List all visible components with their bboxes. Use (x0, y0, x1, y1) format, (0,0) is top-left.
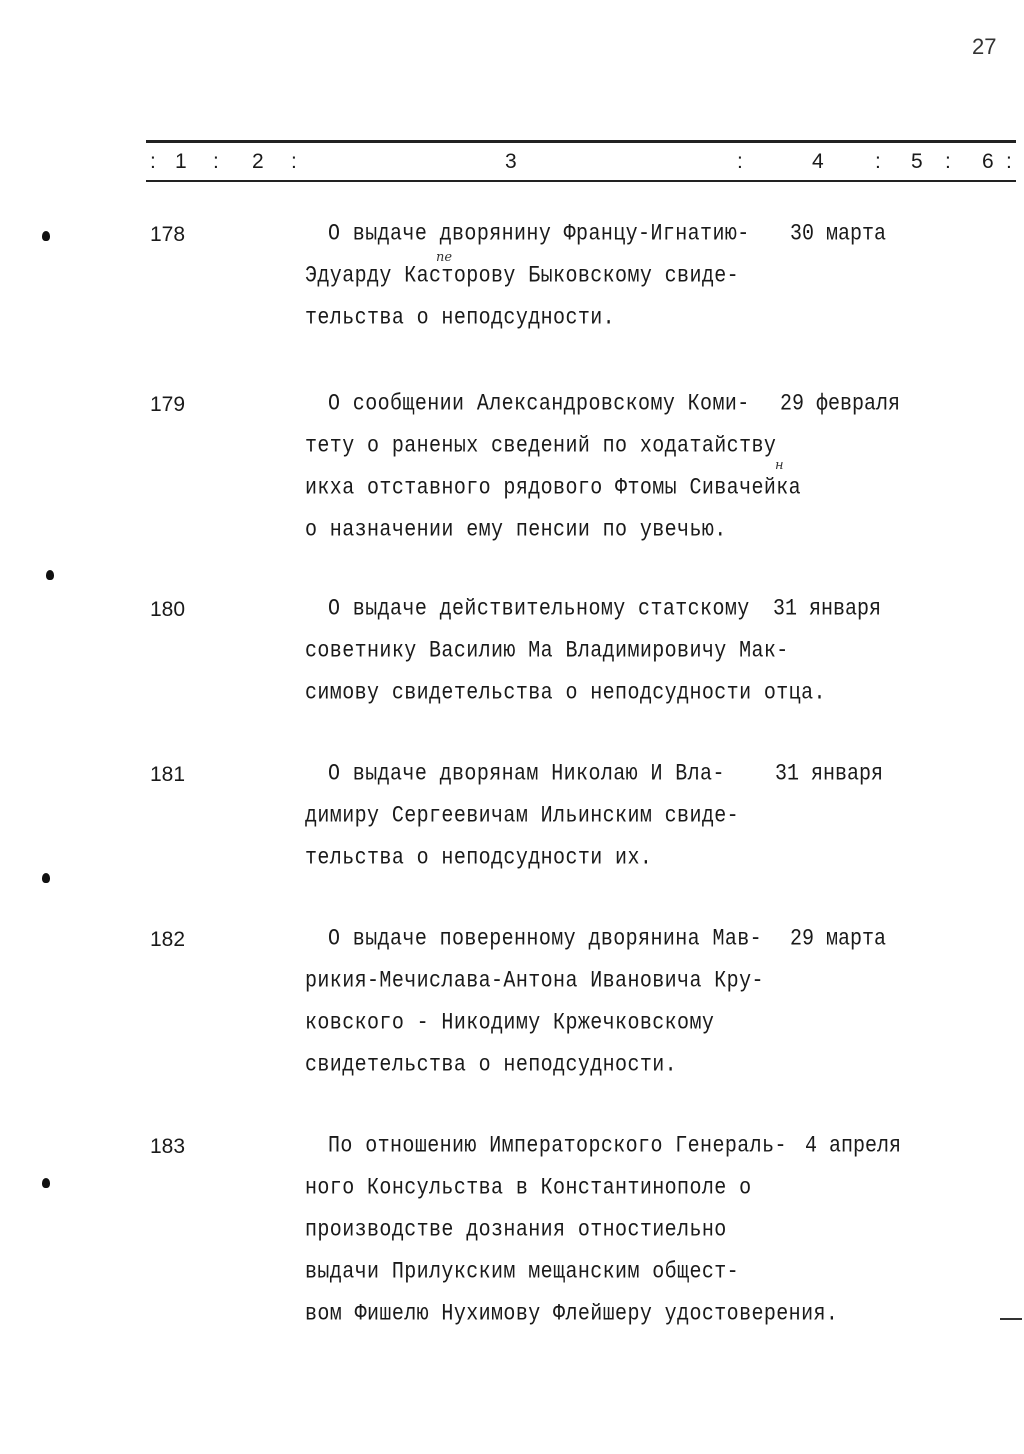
entry-text-line: икха отставного рядового Фтомы Сивачейка (305, 475, 802, 502)
entry-number: 180 (150, 598, 186, 621)
entry-number: 183 (150, 1135, 186, 1158)
entry-date: 29 февраля (780, 391, 901, 418)
margin-mark (42, 231, 50, 241)
handwritten-correction: пе (436, 250, 453, 265)
entry-date: 29 марта (790, 926, 887, 953)
entry-text-line: О сообщении Александровскому Коми- (328, 391, 750, 418)
entry-date: 30 марта (790, 221, 887, 248)
entry-text-line: симову свидетельства о неподсудности отца. (305, 680, 826, 707)
handwritten-correction: н (775, 458, 784, 473)
entry-date: 31 января (775, 761, 884, 788)
entry-number: 182 (150, 928, 186, 951)
header-top-rule (146, 140, 1016, 143)
entry-text-line: О выдаче дворянину Францу-Игнатию- (328, 221, 750, 248)
column-header-3: 3 (505, 150, 517, 173)
entry-date: 4 апреля (805, 1133, 902, 1160)
column-separator: : (213, 150, 219, 173)
entry-text-line: тельства о неподсудности. (305, 305, 616, 332)
entry-text-line: Эдуарду Касторову Быковскому свиде- (305, 263, 740, 290)
column-separator: : (1006, 150, 1012, 173)
column-header-4: 4 (812, 150, 824, 173)
column-separator: : (291, 150, 297, 173)
entry-number: 178 (150, 223, 186, 246)
margin-mark (46, 570, 54, 580)
entry-text-line: о назначении ему пенсии по увечью. (305, 517, 727, 544)
margin-dash (1000, 1318, 1022, 1320)
margin-mark (42, 873, 50, 883)
column-header-2: 2 (252, 150, 264, 173)
column-separator: : (737, 150, 743, 173)
entry-text-line: советнику Василию Ма Владимировичу Мак- (305, 638, 789, 665)
entry-date: 31 января (773, 596, 882, 623)
entry-text-line: О выдаче действительному статскому (328, 596, 750, 623)
column-separator: : (150, 150, 156, 173)
column-header-1: 1 (175, 150, 187, 173)
entry-number: 179 (150, 393, 186, 416)
entry-text-line: О выдаче поверенному дворянина Мав- (328, 926, 763, 953)
entry-text-line: тету о раненых сведений по ходатайству (305, 433, 777, 460)
entry-text-line: свидетельства о неподсудности. (305, 1052, 678, 1079)
entry-number: 181 (150, 763, 186, 786)
header-bottom-rule (146, 180, 1016, 182)
entry-text-line: По отношению Императорского Генераль- (328, 1133, 787, 1160)
entry-text-line: О выдаче дворянам Николаю И Вла- (328, 761, 725, 788)
entry-text-line: выдачи Прилукским мещанским общест- (305, 1259, 740, 1286)
column-header-5: 5 (911, 150, 923, 173)
entry-text-line: производстве дознания отностиельно (305, 1217, 727, 1244)
column-separator: : (875, 150, 881, 173)
entry-text-line: ковского - Никодиму Кржечковскому (305, 1010, 715, 1037)
entry-text-line: рикия-Мечислава-Антона Ивановича Кру- (305, 968, 764, 995)
entry-text-line: вом Фишелю Нухимову Флейшеру удостоверения. (305, 1301, 839, 1328)
column-header-6: 6 (982, 150, 994, 173)
entry-text-line: ного Консульства в Константинополе о (305, 1175, 752, 1202)
column-separator: : (945, 150, 951, 173)
page-number: 27 (972, 34, 997, 59)
margin-mark (42, 1178, 50, 1188)
entry-text-line: тельства о неподсудности их. (305, 845, 653, 872)
entry-text-line: димиру Сергеевичам Ильинским свиде- (305, 803, 740, 830)
